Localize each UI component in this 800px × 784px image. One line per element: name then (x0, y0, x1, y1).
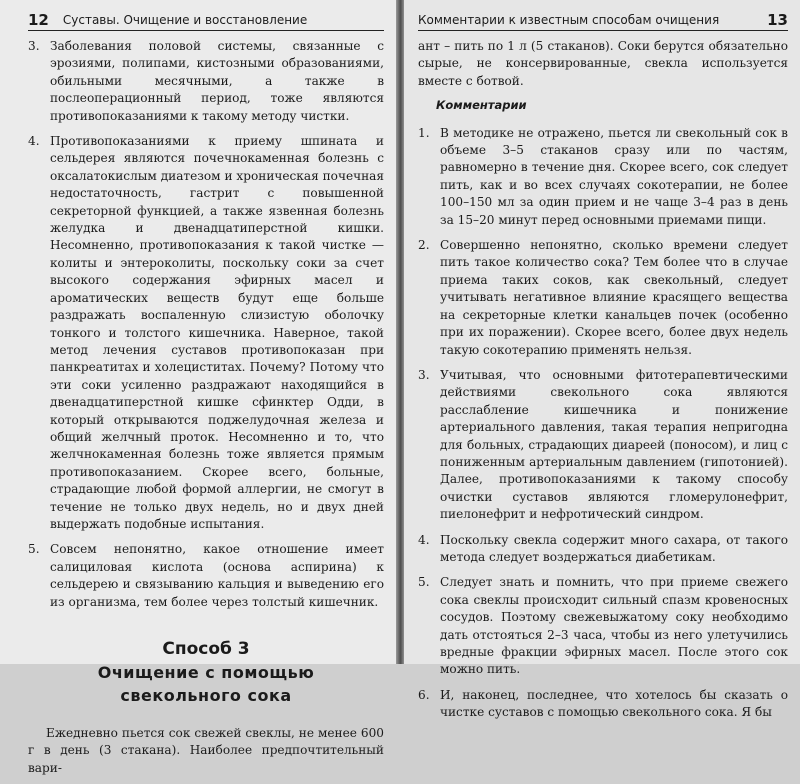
list-item (418, 574, 788, 678)
item-text: Совершенно непонятно, сколько времени следует пить такое количество сока? Тем более что в случае приема таких соков, как свекольный, следует учитывать негативное влияние красящего вещества на секреторные клетки канальцев почек (особенно при их поражении). Скорее всего, более двух недель такую сокотерапию применять нельзя. (440, 238, 788, 357)
right-page (404, 0, 800, 720)
list-item (418, 237, 788, 359)
list-item (28, 541, 384, 611)
list-item (28, 38, 384, 125)
item-number: 4. (418, 532, 430, 547)
item-text: И, наконец, последнее, что хотелось бы сказать о чистке суставов с помощью свекольного сока. Я бы (440, 687, 788, 720)
method-description: Ежедневно пьется сок свежей свеклы, не менее 600 г в день (3 стакана). Наиболее предпочтительный вари- (28, 726, 384, 775)
item-number: 4. (28, 134, 40, 149)
comments-heading: Комментарии (436, 98, 527, 113)
item-number: 5. (418, 575, 430, 590)
item-number: 2. (418, 238, 430, 253)
item-text: Поскольку свекла содержит много сахара, от такого метода следует воздержаться диабетикам. (440, 532, 788, 564)
method-subtitle-line-1: Очищение с помощью (97, 663, 315, 682)
item-text: Заболевания половой системы, связанные с эрозиями, полипами, кистозными образованиями, обильными месячными, а также в послеоперационный период, тоже являются противопоказаниями к такому методу чистки. (50, 39, 384, 123)
item-number: 1. (418, 125, 430, 140)
item-text: Учитывая, что основными фитотерапевтическими действиями свекольного сока являются расслабление кишечника и понижение артериального давления, такая терапия непригодна для больных, страдающих диареей (поносом), и лиц с пониженным артериальным давлением (гипотонией). Далее, противопоказаниями к такому способу очистки суставов являются гломерулонефрит, пиелонефрит и нефротический синдром. (440, 367, 788, 522)
running-head-left: Суставы. Очищение и восстановление (62, 13, 308, 27)
item-text: Противопоказаниями к приему шпината и сельдерея являются почечнокаменная болезнь с оксалатокислым диатезом и хроническая почечная недостаточность, гастрит с повышенной секреторной функцией, а также язвенная болезнь желудка и двенадцатиперстной кишки. Несомненно, противопоказания к такой чистке — колиты и энтероколиты, поскольку соки за счет высокого содержания эфирных масел и ароматических веществ будут еще больше раздражать воспаленную слизистую оболочку тонкого и толстого кишечника. Наверное, такой метод лечения суставов противопоказан при панкреатитах и холециститах. Почему? Потому что эти соки усиленно раздражают находящийся в двенадцатиперстной кишке сфинктер Одди, в который открываются поджелудочная железа и общий желчный проток. Несомненно и то, что желчнокаменная болезнь тоже является прямым противопоказанием. Скорее всего, больные, страдающие любой формой аллергии, не смогут в течение не только двух недель, но и двух дней выдержать подобные испытания. (50, 134, 384, 531)
item-text: Совсем непонятно, какое отношение имеет салициловая кислота (основа аспирина) к сельдерею и связыванию кальция и выведению его из организма, тем более через толстый кишечник. (50, 542, 384, 609)
item-text: Следует знать и помнить, что при приеме свежего сока свеклы происходит сильный спазм кровеносных сосудов. Поэтому свежевыжатому соку необходимо дать отстояться 2–3 часа, чтобы из него улетучились вредные фракции эфирных масел. После этого сок можно пить. (440, 575, 788, 677)
method-subtitle-line-2: свекольного сока (120, 686, 292, 705)
running-head-right: Комментарии к известным способам очищения (418, 13, 720, 27)
list-item (418, 125, 788, 229)
continued-paragraph: ант – пить по 1 л (5 стаканов). Соки берутся обязательно сырые, не консервированные, свекла используется вместе с ботвой. (418, 39, 788, 88)
page-number-left: 12 (28, 11, 49, 29)
list-item (28, 133, 384, 533)
list-item (418, 532, 788, 567)
item-number: 6. (418, 687, 430, 702)
method-title: Способ 3 (162, 639, 250, 659)
page-number-right: 13 (767, 11, 788, 29)
item-number: 5. (28, 542, 40, 557)
item-text: В методике не отражено, пьется ли свекольный сок в объеме 3–5 стаканов сразу или по частям, равномерно в течение дня. Скорее всего, сок следует пить, как и во всех случаях сокотерапии, не более 100–150 мл за один прием и не чаще 3–4 раз в день за 15–20 минут перед основными приемами пищи. (440, 125, 788, 227)
list-item (418, 687, 788, 722)
left-page (0, 0, 398, 775)
method-heading (28, 637, 384, 707)
list-item (418, 367, 788, 524)
item-number: 3. (28, 39, 40, 53)
right-page-body (418, 38, 788, 730)
left-page-body (28, 38, 384, 784)
right-running-header (418, 10, 788, 31)
item-number: 3. (418, 367, 430, 382)
left-running-header (28, 10, 384, 31)
